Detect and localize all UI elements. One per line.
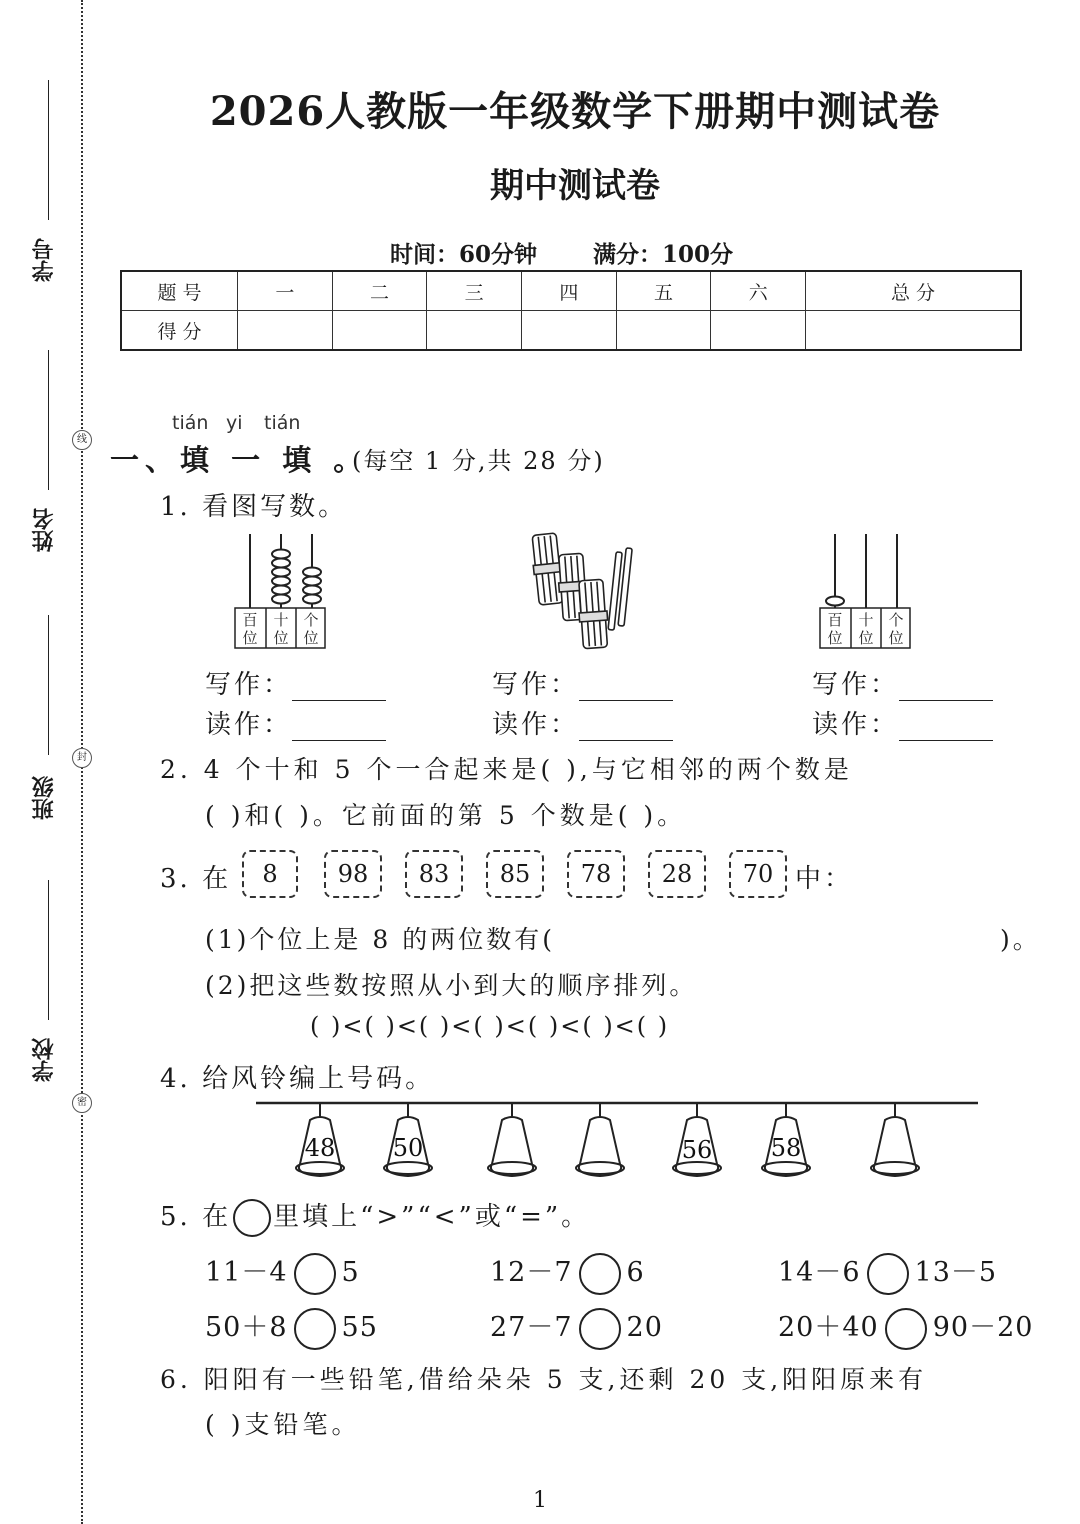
score-input-cell[interactable] <box>238 311 333 351</box>
q5-prompt <box>160 1196 590 1237</box>
bell-number: 48 <box>304 1134 336 1162</box>
seal-xian: 线 <box>72 430 92 450</box>
compare-item <box>205 1305 378 1350</box>
q1-answer-2-read <box>492 704 673 741</box>
expr-left: 27－7 <box>490 1312 573 1343</box>
q3-prefix: 3. 在 <box>160 864 232 894</box>
score-table-header-row <box>121 271 1021 311</box>
number-card: 70 <box>729 850 787 898</box>
read-label: 读作： <box>205 710 293 740</box>
score-table <box>120 270 1022 351</box>
time-score-bar <box>390 236 733 269</box>
compare-item <box>778 1305 1033 1350</box>
score-input-cell[interactable] <box>711 311 806 351</box>
q3-suffix: 中： <box>795 864 854 894</box>
answer-blank[interactable] <box>292 676 386 701</box>
abacus-label: 十 <box>273 611 289 629</box>
number-card: 85 <box>486 850 544 898</box>
number-card: 28 <box>648 850 706 898</box>
q1-answer-1-write <box>205 664 386 701</box>
abacus-label: 位 <box>858 629 874 647</box>
score-input-cell[interactable] <box>806 311 1021 351</box>
answer-blank[interactable] <box>899 716 993 741</box>
expr-right: 90－20 <box>932 1312 1034 1343</box>
abacus-label: 位 <box>888 629 904 647</box>
bell-number: 50 <box>392 1134 424 1162</box>
table-cell: 五 <box>616 271 711 311</box>
write-label: 写作： <box>812 670 900 700</box>
abacus-label: 个 <box>303 611 319 629</box>
compare-circle[interactable] <box>867 1253 909 1295</box>
expr-right: 13－5 <box>914 1257 998 1288</box>
circle-icon <box>233 1199 271 1237</box>
full-score: 满分：100分 <box>593 241 734 268</box>
write-label: 写作： <box>492 670 580 700</box>
table-cell: 总 分 <box>806 271 1021 311</box>
score-input-cell[interactable] <box>427 311 522 351</box>
table-cell: 二 <box>332 271 427 311</box>
q1-prompt: 1. 看图写数。 <box>160 492 348 522</box>
abacus-label: 位 <box>242 629 258 647</box>
abacus-1 <box>225 530 335 652</box>
q2-line-1: 2. 4 个十和 5 个一合起来是( ),与它相邻的两个数是 <box>160 755 853 784</box>
compare-item <box>778 1250 997 1295</box>
expr-left: 20＋40 <box>778 1312 879 1343</box>
q3-sub1-close: )。 <box>1000 925 1041 954</box>
q1-answer-3-read <box>812 704 993 741</box>
pinyin-tian-1: tián <box>172 412 209 434</box>
page-title: 2026人教版一年级数学下册期中测试卷 <box>209 88 941 135</box>
expr-right: 20 <box>626 1312 663 1343</box>
expr-right: 5 <box>341 1257 360 1288</box>
q3-sub2: (2)把这些数按照从小到大的顺序排列。 <box>205 971 698 1000</box>
abacus-label: 个 <box>888 611 904 629</box>
abacus-label: 百 <box>242 611 258 629</box>
read-label: 读作： <box>812 710 900 740</box>
abacus-label: 百 <box>827 611 843 629</box>
q1-answer-1-read <box>205 704 386 741</box>
abacus-label: 十 <box>858 611 874 629</box>
score-input-cell[interactable] <box>522 311 617 351</box>
number-card: 78 <box>567 850 625 898</box>
q3-sub1: (1)个位上是 8 的两位数有( <box>205 925 555 954</box>
score-input-cell[interactable] <box>616 311 711 351</box>
time-limit: 时间：60分钟 <box>390 241 538 268</box>
bell <box>576 1103 624 1176</box>
read-label: 读作： <box>492 710 580 740</box>
wind-chimes <box>250 1096 985 1188</box>
class-line <box>48 615 49 755</box>
answer-blank[interactable] <box>579 676 673 701</box>
pinyin-tian-2: tián <box>264 412 301 434</box>
table-cell: 六 <box>711 271 806 311</box>
q6-line-1: 6. 阳阳有一些铅笔,借给朵朵 5 支,还剩 20 支,阳阳原来有 <box>160 1365 928 1394</box>
compare-circle[interactable] <box>579 1253 621 1295</box>
q5-prompt-end: 里填上“>”“<”或“=”。 <box>273 1202 591 1232</box>
expr-left: 50＋8 <box>205 1312 288 1343</box>
q6-line-2: ( )支铅笔。 <box>205 1410 361 1439</box>
compare-circle[interactable] <box>294 1308 336 1350</box>
expr-right: 6 <box>626 1257 645 1288</box>
school-line <box>48 880 49 1020</box>
section-score-note: (每空 1 分,共 28 分) <box>352 447 605 475</box>
abacus-label: 位 <box>303 629 319 647</box>
compare-item <box>490 1250 645 1295</box>
compare-circle[interactable] <box>579 1308 621 1350</box>
table-cell: 题 号 <box>121 271 238 311</box>
name-label: 姓名 <box>31 508 57 552</box>
compare-item <box>205 1250 360 1295</box>
score-table-score-row <box>121 311 1021 351</box>
abacus-3 <box>810 530 920 652</box>
table-cell: 四 <box>522 271 617 311</box>
table-cell: 得 分 <box>121 311 238 351</box>
abacus-label: 位 <box>827 629 843 647</box>
q4-prompt: 4. 给风铃编上号码。 <box>160 1064 435 1094</box>
section-heading: 一、填 一 填 。 <box>110 443 369 477</box>
expr-left: 12－7 <box>490 1257 573 1288</box>
pinyin-yi: yi <box>226 412 243 434</box>
answer-blank[interactable] <box>292 716 386 741</box>
page-subtitle: 期中测试卷 <box>490 166 660 206</box>
q5-prompt-start: 5. 在 <box>160 1202 232 1232</box>
number-card: 98 <box>324 850 382 898</box>
q1-answer-2-write <box>492 664 673 701</box>
seal-feng: 封 <box>72 748 92 768</box>
compare-circle[interactable] <box>885 1308 927 1350</box>
compare-item <box>490 1305 663 1350</box>
write-label: 写作： <box>205 670 293 700</box>
bell <box>871 1103 919 1176</box>
compare-circle[interactable] <box>294 1253 336 1295</box>
table-cell: 一 <box>238 271 333 311</box>
answer-blank[interactable] <box>579 716 673 741</box>
school-label: 学校 <box>31 1038 57 1082</box>
bell-number: 58 <box>770 1134 802 1162</box>
q3-order-line: ( )<( )<( )<( )<( )<( )<( ) <box>310 1012 670 1040</box>
page-number: 1 <box>533 1488 547 1513</box>
stick-bundles <box>528 532 638 654</box>
class-label: 班级 <box>31 776 57 820</box>
table-cell: 三 <box>427 271 522 311</box>
q2-line-2: ( )和( )。它前面的第 5 个数是( )。 <box>205 801 687 830</box>
bell <box>488 1103 536 1176</box>
abacus-label: 位 <box>273 629 289 647</box>
answer-blank[interactable] <box>899 676 993 701</box>
number-card: 8 <box>242 850 298 898</box>
bell-number: 56 <box>681 1136 713 1164</box>
seal-mi: 密 <box>72 1093 92 1113</box>
student-id-label: 学号 <box>31 238 57 282</box>
expr-left: 14－6 <box>778 1257 861 1288</box>
name-line <box>48 350 49 490</box>
expr-right: 55 <box>341 1312 378 1343</box>
expr-left: 11－4 <box>205 1257 288 1288</box>
q1-answer-3-write <box>812 664 993 701</box>
score-input-cell[interactable] <box>332 311 427 351</box>
number-card: 83 <box>405 850 463 898</box>
